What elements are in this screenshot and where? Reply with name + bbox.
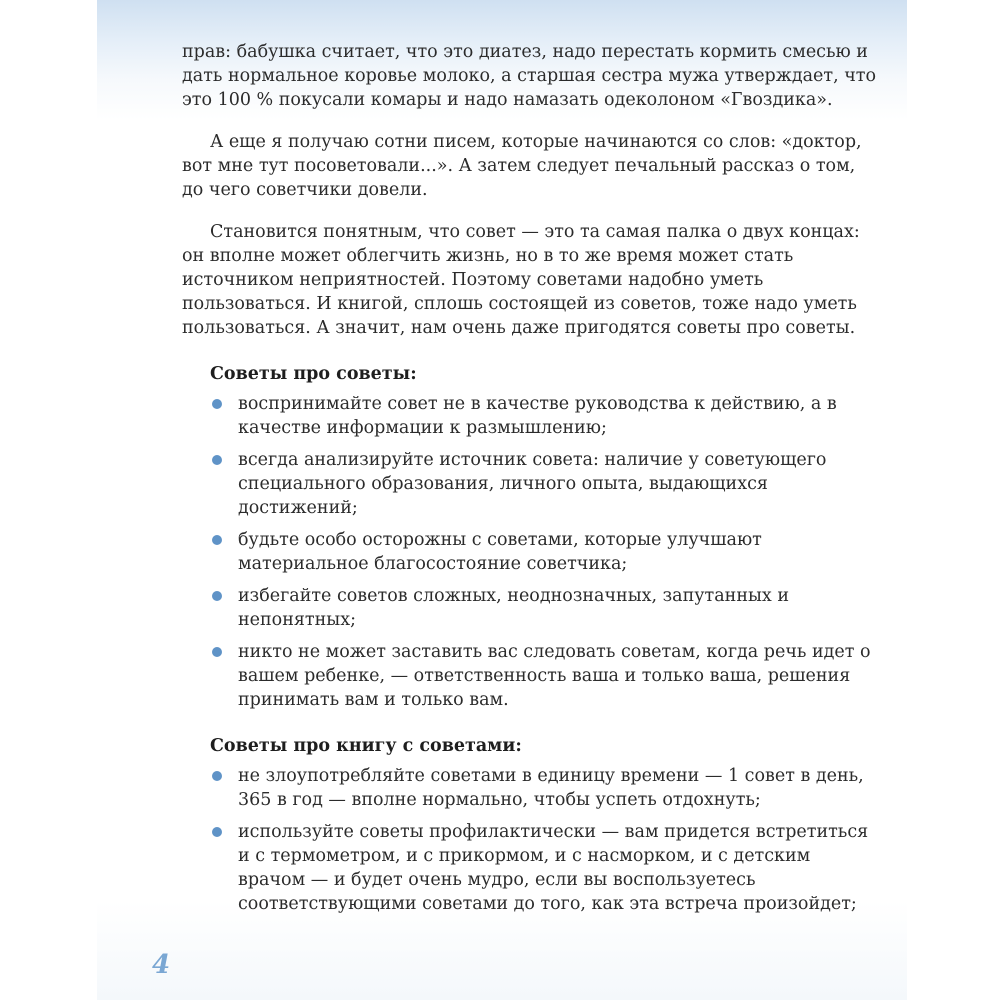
bullet-icon bbox=[212, 535, 222, 545]
list-item-text: используйте советы профилактически — вам придется встретиться и с термометром, и с прикормом, и с насморком, и с детским врачом — и будет очень мудро, если вы воспользуетесь соответствующими советами до того, как эта встреча произойдет; bbox=[238, 822, 869, 914]
section-heading-book-advice: Советы про книгу с советами: bbox=[210, 736, 522, 756]
bullet-icon bbox=[212, 455, 222, 465]
bullet-icon bbox=[212, 771, 222, 781]
bullet-icon bbox=[212, 591, 222, 601]
list-item-text: не злоупотребляйте советами в единицу времени — 1 совет в день, 365 в год — вполне нормально, чтобы успеть отдохнуть; bbox=[238, 766, 864, 810]
paragraph-2: А еще я получаю сотни писем, которые начинаются со слов: «доктор, вот мне тут посоветовали...». А затем следует печальный рассказ о том, до чего советчики довели. bbox=[182, 132, 862, 200]
list-item bbox=[238, 448, 882, 520]
bullet-icon bbox=[212, 827, 222, 837]
list-item-text: никто не может заставить вас следовать советам, когда речь идет о вашем ребенке, — ответственность ваша и только ваша, решения принимать вам и только вам. bbox=[238, 642, 871, 710]
list-item bbox=[238, 764, 882, 812]
list-item bbox=[238, 584, 882, 632]
list-item bbox=[238, 392, 882, 440]
paragraph-1: прав: бабушка считает, что это диатез, надо перестать кормить смесью и дать нормальное коровье молоко, а старшая сестра мужа утверждает, что это 100 % покусали комары и надо намазать одеколоном «Гвоздика». bbox=[182, 42, 877, 110]
list-item-text: будьте особо осторожны с советами, которые улучшают материальное благосостояние советчика; bbox=[238, 530, 762, 574]
bullet-icon bbox=[212, 399, 222, 409]
list-item-text: воспринимайте совет не в качестве руководства к действию, а в качестве информации к размышлению; bbox=[238, 394, 837, 438]
page-content bbox=[182, 40, 882, 924]
page-number: 4 bbox=[152, 950, 171, 980]
section-heading-advice-about-advice: Советы про советы: bbox=[210, 364, 417, 384]
book-advice-list bbox=[182, 764, 882, 916]
list-item bbox=[238, 820, 882, 916]
bullet-icon bbox=[212, 647, 222, 657]
book-page bbox=[97, 0, 907, 1000]
list-item-text: избегайте советов сложных, неоднозначных, запутанных и непонятных; bbox=[238, 586, 790, 630]
list-item bbox=[238, 528, 882, 576]
advice-list bbox=[182, 392, 882, 712]
paragraph-3: Становится понятным, что совет — это та самая палка о двух концах: он вполне может облегчить жизнь, но в то же время может стать источником неприятностей. Поэтому советами надобно уметь пользоваться. И книгой, сплошь состоящей из советов, тоже надо уметь пользоваться. А значит, нам очень даже пригодятся советы про советы. bbox=[182, 222, 860, 338]
list-item bbox=[238, 640, 882, 712]
list-item-text: всегда анализируйте источник совета: наличие у советующего специального образования, личного опыта, выдающихся достижений; bbox=[238, 450, 827, 518]
